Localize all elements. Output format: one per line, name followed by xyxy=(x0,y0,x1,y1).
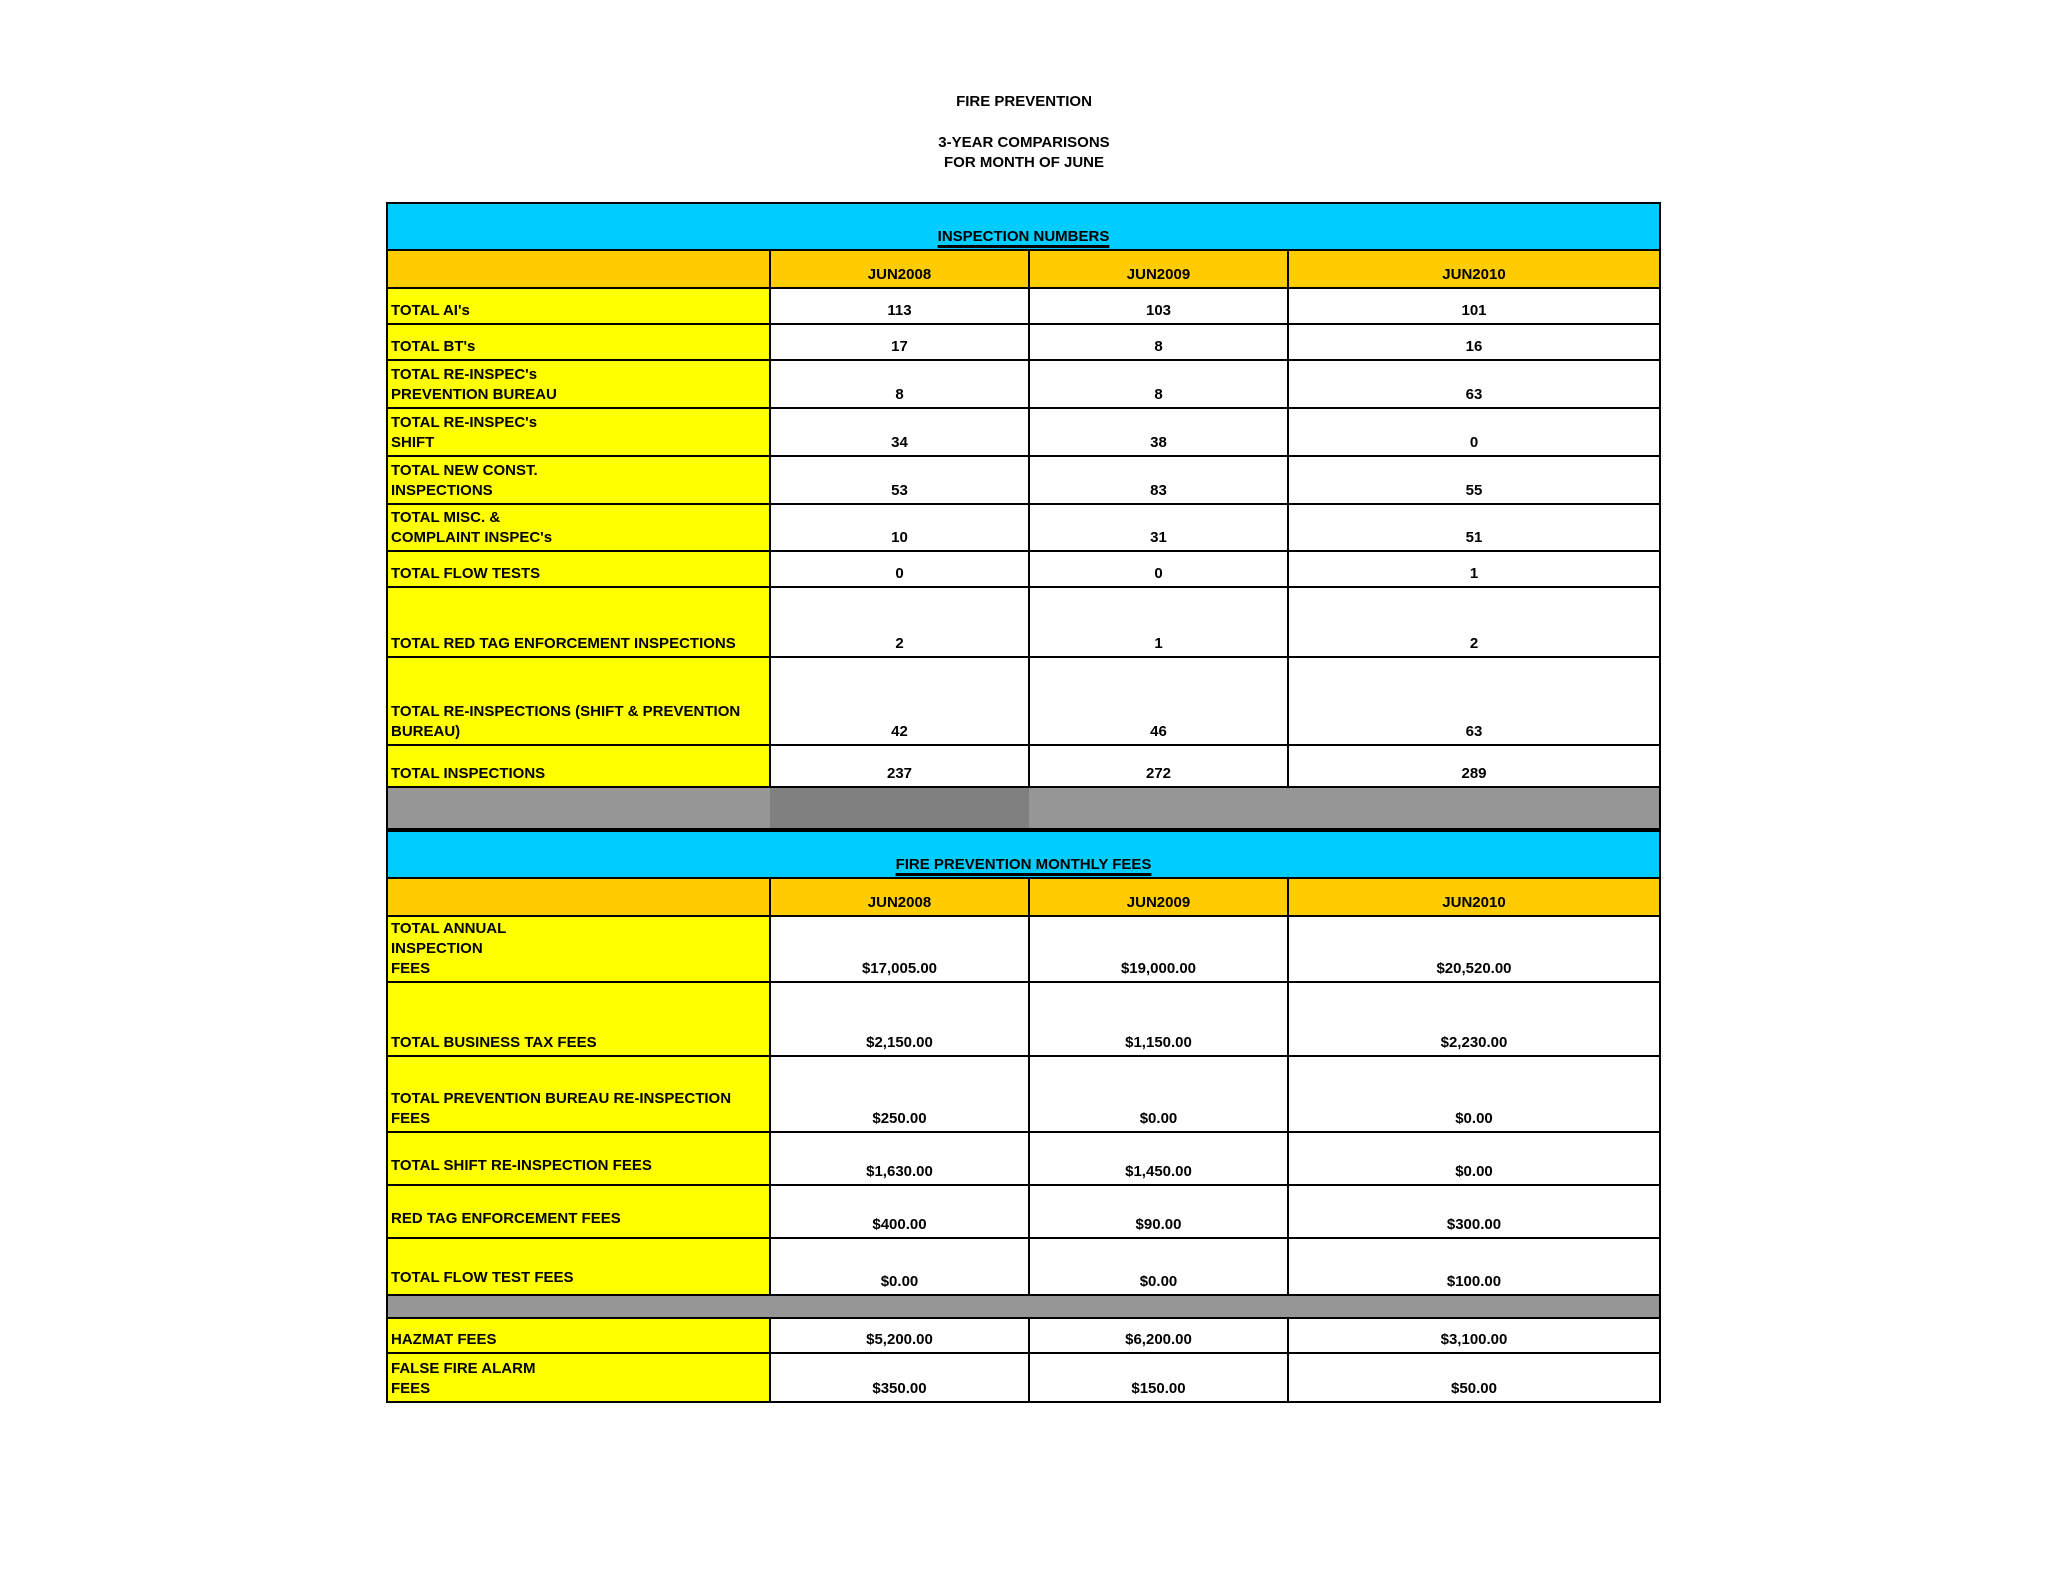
separator-row xyxy=(387,787,1660,829)
row-label-line: FEES xyxy=(391,960,431,977)
inspection-numbers-table xyxy=(386,202,1661,830)
table-row xyxy=(387,1238,1660,1295)
row-label-line: COMPLAINT INSPEC's xyxy=(391,529,553,546)
value-cell: $3,100.00 xyxy=(1288,1318,1660,1353)
row-label-line: TOTAL FLOW TESTS xyxy=(391,565,541,582)
row-label-line: TOTAL MISC. & xyxy=(391,509,501,526)
table-row xyxy=(387,1185,1660,1238)
value-cell: 46 xyxy=(1029,657,1288,745)
value-cell: $350.00 xyxy=(770,1353,1029,1402)
row-label xyxy=(387,504,770,551)
table-row xyxy=(387,916,1660,982)
separator-cell xyxy=(1029,787,1660,829)
value-cell: $0.00 xyxy=(1288,1132,1660,1185)
table-row xyxy=(387,1353,1660,1402)
row-label xyxy=(387,551,770,587)
value-cell: 2 xyxy=(770,587,1029,657)
row-label xyxy=(387,982,770,1056)
row-label-line: FALSE FIRE ALARM xyxy=(391,1360,536,1377)
table-row xyxy=(387,1318,1660,1353)
value-cell: $90.00 xyxy=(1029,1185,1288,1238)
value-cell: $20,520.00 xyxy=(1288,916,1660,982)
value-cell: $0.00 xyxy=(1029,1056,1288,1132)
row-label xyxy=(387,360,770,408)
value-cell: $1,150.00 xyxy=(1029,982,1288,1056)
table-row xyxy=(387,288,1660,324)
value-cell: 289 xyxy=(1288,745,1660,787)
separator-cell xyxy=(387,787,770,829)
table-row xyxy=(387,360,1660,408)
row-label-line: SHIFT xyxy=(391,434,435,451)
separator-cell xyxy=(770,787,1029,829)
column-header-blank xyxy=(387,878,770,916)
value-cell: 1 xyxy=(1288,551,1660,587)
value-cell: $17,005.00 xyxy=(770,916,1029,982)
value-cell: 63 xyxy=(1288,657,1660,745)
row-label-line: BUREAU) xyxy=(391,723,461,740)
value-cell: $1,630.00 xyxy=(770,1132,1029,1185)
value-cell: $400.00 xyxy=(770,1185,1029,1238)
row-label xyxy=(387,1353,770,1402)
value-cell: 113 xyxy=(770,288,1029,324)
table-row xyxy=(387,1132,1660,1185)
value-cell: 8 xyxy=(1029,324,1288,360)
column-header-blank xyxy=(387,250,770,288)
value-cell: 55 xyxy=(1288,456,1660,504)
value-cell: $2,230.00 xyxy=(1288,982,1660,1056)
value-cell: 103 xyxy=(1029,288,1288,324)
report-subtitle: 3-YEAR COMPARISONS xyxy=(938,134,1110,151)
row-label xyxy=(387,288,770,324)
row-label-line: TOTAL SHIFT RE-INSPECTION FEES xyxy=(391,1157,652,1174)
table-row xyxy=(387,587,1660,657)
table-row xyxy=(387,324,1660,360)
row-label xyxy=(387,408,770,456)
value-cell: 53 xyxy=(770,456,1029,504)
row-label-line: TOTAL RED TAG ENFORCEMENT INSPECTIONS xyxy=(391,635,736,652)
column-header-row xyxy=(387,878,1660,916)
row-label-line: TOTAL INSPECTIONS xyxy=(391,765,546,782)
value-cell: $5,200.00 xyxy=(770,1318,1029,1353)
value-cell: 63 xyxy=(1288,360,1660,408)
column-header: JUN2010 xyxy=(1288,250,1660,288)
table-row xyxy=(387,1056,1660,1132)
column-header: JUN2009 xyxy=(1029,250,1288,288)
value-cell: $2,150.00 xyxy=(770,982,1029,1056)
row-label-line: TOTAL BT's xyxy=(391,338,476,355)
value-cell: 31 xyxy=(1029,504,1288,551)
row-label-line: HAZMAT FEES xyxy=(391,1331,497,1348)
row-label xyxy=(387,657,770,745)
value-cell: 8 xyxy=(1029,360,1288,408)
value-cell: 2 xyxy=(1288,587,1660,657)
row-label-line: TOTAL RE-INSPECTIONS (SHIFT & PREVENTION xyxy=(391,703,741,720)
value-cell: 0 xyxy=(1029,551,1288,587)
row-label xyxy=(387,1132,770,1185)
table-row xyxy=(387,551,1660,587)
value-cell: 51 xyxy=(1288,504,1660,551)
row-label-line: TOTAL ANNUAL xyxy=(391,920,507,937)
value-cell: $0.00 xyxy=(770,1238,1029,1295)
row-label-line: TOTAL BUSINESS TAX FEES xyxy=(391,1034,597,1051)
row-label xyxy=(387,1318,770,1353)
row-label-line: INSPECTION xyxy=(391,940,483,957)
value-cell: $300.00 xyxy=(1288,1185,1660,1238)
row-label-line: INSPECTIONS xyxy=(391,482,493,499)
column-header: JUN2008 xyxy=(770,250,1029,288)
row-label xyxy=(387,587,770,657)
value-cell: $100.00 xyxy=(1288,1238,1660,1295)
inspection-numbers-title: INSPECTION NUMBERS xyxy=(387,203,1660,250)
value-cell: 1 xyxy=(1029,587,1288,657)
value-cell: 34 xyxy=(770,408,1029,456)
row-label-line: FEES xyxy=(391,1380,431,1397)
value-cell: $19,000.00 xyxy=(1029,916,1288,982)
value-cell: $0.00 xyxy=(1029,1238,1288,1295)
value-cell: $1,450.00 xyxy=(1029,1132,1288,1185)
monthly-fees-table xyxy=(386,830,1661,1403)
value-cell: $150.00 xyxy=(1029,1353,1288,1402)
value-cell: 38 xyxy=(1029,408,1288,456)
value-cell: $50.00 xyxy=(1288,1353,1660,1402)
value-cell: 16 xyxy=(1288,324,1660,360)
row-label-line: TOTAL FLOW TEST FEES xyxy=(391,1269,574,1286)
report-period: FOR MONTH OF JUNE xyxy=(944,154,1104,171)
row-label xyxy=(387,456,770,504)
separator-row xyxy=(387,1295,1660,1318)
row-label-line: PREVENTION BUREAU xyxy=(391,386,557,403)
table-row xyxy=(387,456,1660,504)
column-header-row xyxy=(387,250,1660,288)
row-label-line: TOTAL PREVENTION BUREAU RE-INSPECTION xyxy=(391,1090,732,1107)
table-row xyxy=(387,408,1660,456)
table-row-total xyxy=(387,745,1660,787)
row-label xyxy=(387,1185,770,1238)
row-label xyxy=(387,745,770,787)
value-cell: 8 xyxy=(770,360,1029,408)
value-cell: 0 xyxy=(770,551,1029,587)
value-cell: 237 xyxy=(770,745,1029,787)
row-label-line: TOTAL NEW CONST. xyxy=(391,462,538,479)
value-cell: $250.00 xyxy=(770,1056,1029,1132)
table-row xyxy=(387,657,1660,745)
row-label xyxy=(387,324,770,360)
column-header: JUN2010 xyxy=(1288,878,1660,916)
column-header: JUN2009 xyxy=(1029,878,1288,916)
value-cell: 101 xyxy=(1288,288,1660,324)
row-label xyxy=(387,916,770,982)
value-cell: 17 xyxy=(770,324,1029,360)
value-cell: 272 xyxy=(1029,745,1288,787)
row-label-line: TOTAL RE-INSPEC's xyxy=(391,414,538,431)
row-label xyxy=(387,1056,770,1132)
row-label-line: RED TAG ENFORCEMENT FEES xyxy=(391,1210,621,1227)
value-cell: 83 xyxy=(1029,456,1288,504)
value-cell: $0.00 xyxy=(1288,1056,1660,1132)
row-label-line: TOTAL AI's xyxy=(391,302,470,319)
separator-cell xyxy=(387,1295,1660,1318)
value-cell: $6,200.00 xyxy=(1029,1318,1288,1353)
value-cell: 10 xyxy=(770,504,1029,551)
column-header: JUN2008 xyxy=(770,878,1029,916)
table-row xyxy=(387,982,1660,1056)
table-row xyxy=(387,504,1660,551)
value-cell: 0 xyxy=(1288,408,1660,456)
report-title: FIRE PREVENTION xyxy=(956,93,1092,110)
row-label-line: TOTAL RE-INSPEC's xyxy=(391,366,538,383)
value-cell: 42 xyxy=(770,657,1029,745)
row-label-line: FEES xyxy=(391,1110,431,1127)
row-label xyxy=(387,1238,770,1295)
monthly-fees-title: FIRE PREVENTION MONTHLY FEES xyxy=(387,831,1660,878)
